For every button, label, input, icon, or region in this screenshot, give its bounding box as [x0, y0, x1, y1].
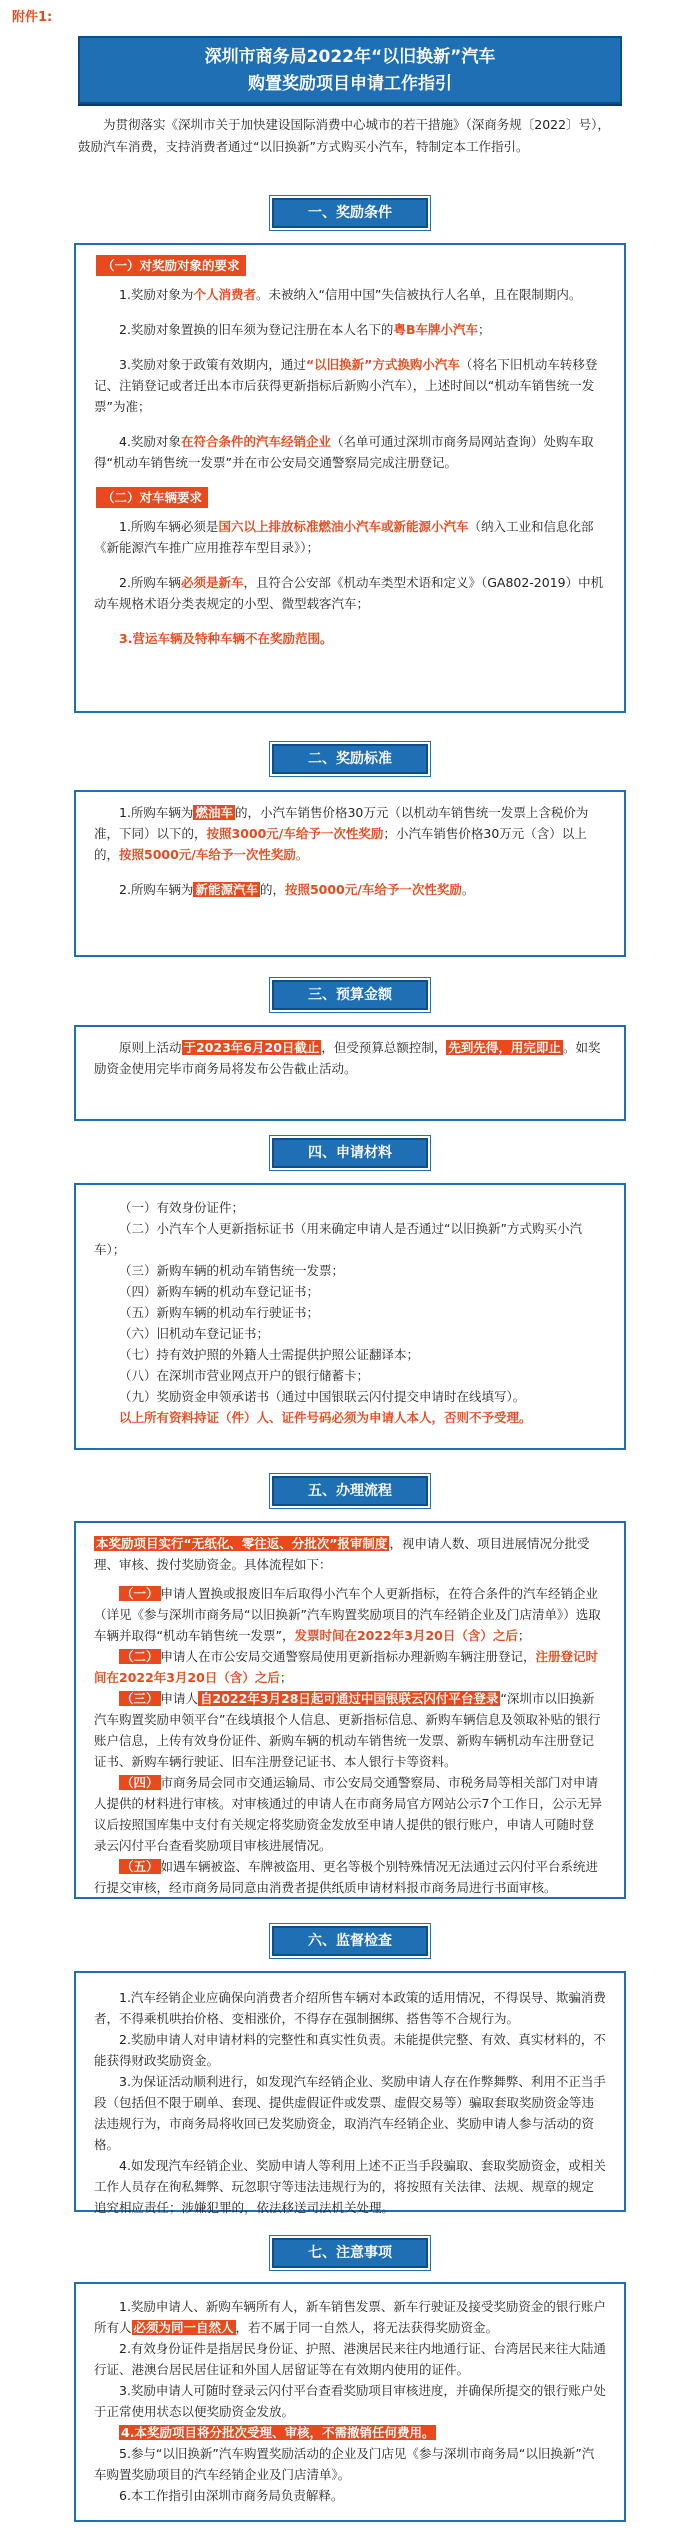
title-line-2: 购置奖励项目申请工作指引: [248, 74, 452, 94]
section-heading-supervision: 六、监督检查: [272, 1926, 428, 1956]
intro-paragraph: 为贯彻落实《深圳市关于加快建设国际消费中心城市的若干措施》（深商务规〔2022〕号），鼓励汽车消费，支持消费者通过“以旧换新”方式购买小汽车，特制定本工作指引。: [78, 117, 610, 154]
attachment-label: 附件1:: [12, 10, 53, 25]
paragraph: 3.奖励对象于政策有效期内，通过“以旧换新”方式换购小汽车（将名下旧机动车转移登记、注销登记或者迁出本市后获得更新指标后新购小汽车），上述时间以“机动车销售统一发票”为准；: [94, 357, 598, 414]
list-item: （三）新购车辆的机动车销售统一发票；: [119, 1263, 345, 1278]
section-heading-notes: 七、注意事项: [272, 2238, 428, 2268]
section-box-award-standard: [74, 790, 626, 957]
section-heading-process: 五、办理流程: [272, 1476, 428, 1506]
process-step: （二） 申请人在市公安局交通警察局使用更新指标办理新购车辆注册登记，注册登记时间在2022年3月20日（含）之后；: [94, 1649, 599, 1685]
list-item: 3.奖励申请人可随时登录云闪付平台查看奖励项目审核进度，并确保所提交的银行账户处于正常使用状态以便奖励资金发放。: [94, 2383, 606, 2419]
list-item: （七）持有效护照的外籍人士需提供护照公证翻译本；: [119, 1347, 420, 1362]
paragraph: 1.奖励对象为个人消费者。未被纳入“信用中国”失信被执行人名单，且在限制期内。: [119, 287, 582, 302]
section-heading-budget: 三、预算金额: [272, 980, 428, 1010]
paragraph: 1.所购车辆必须是国六以上排放标准燃油小汽车或新能源小汽车（纳入工业和信息化部《新能源汽车推广应用推荐车型目录》）；: [94, 519, 594, 555]
section-heading-award-conditions: 一、奖励条件: [272, 198, 428, 228]
list-item: （六）旧机动车登记证书；: [119, 1326, 270, 1341]
list-item: （九）奖励资金申领承诺书（通过中国银联云闪付提交申请时在线填写）。: [119, 1389, 526, 1404]
process-step: （四） 市商务局会同市交通运输局、市公安局交通警察局、市税务局等相关部门对申请人提供的材料进行审核。对审核通过的申请人在市商务局官方网站公示7个工作日，公示无异议后按照国库集中支付有关规定将奖励资金发放至申请人提供的银行账户，申请人可随时登录云闪付平台查看奖励项目审核进展情况。: [94, 1775, 602, 1853]
process-step: （五） 如遇车辆被盗、车牌被盗用、更名等极个别特殊情况无法通过云闪付平台系统进行提交审核，经市商务局同意由消费者提供纸质申请材料报市商务局进行书面审核。: [94, 1859, 599, 1895]
section-box-budget: [74, 1025, 626, 1121]
paragraph: 3.营运车辆及特种车辆不在奖励范围。: [119, 631, 333, 646]
paragraph: 4.奖励对象在符合条件的汽车经销企业（名单可通过深圳市商务局网站查询）处购车取得“机动车销售统一发票”并在市公安局交通警察局完成注册登记。: [94, 434, 594, 470]
list-item: （八）在深圳市营业网点开户的银行储蓄卡；: [119, 1368, 370, 1383]
subheading: （二）对车辆要求: [96, 487, 208, 508]
section-box-process: [74, 1521, 626, 1899]
list-item: 1.汽车经销企业应确保向消费者介绍所售车辆对本政策的适用情况，不得误导、欺骗消费者，不得乘机哄抬价格、变相涨价，不得存在强制捆绑、搭售等不合规行为。: [94, 1990, 606, 2026]
list-item: 6.本工作指引由深圳市商务局负责解释。: [119, 2488, 344, 2503]
paragraph: 2.所购车辆必须是新车，且符合公安部《机动车类型术语和定义》（GA802-2019）中机动车规格术语分类表规定的小型、微型载客汽车；: [94, 575, 604, 611]
paragraph: 2.所购车辆为 新能源汽车 的，按照5000元/车给予一次性奖励。: [119, 882, 475, 897]
process-step: （一） 申请人置换或报废旧车后取得小汽车个人更新指标，在符合条件的汽车经销企业（详见《参与深圳市商务局“以旧换新”汽车购置奖励项目的汽车经销企业及门店清单》）选取车辆并取得“机动车销售统一发票”，发票时间在2022年3月20日（含）之后；: [94, 1586, 601, 1643]
list-item: 4.本奖励项目将分批次受理、审核，不需撤销任何费用。: [121, 2425, 435, 2440]
title-line-1: 深圳市商务局2022年“以旧换新”汽车: [204, 47, 496, 67]
paragraph: 本奖励项目实行“无纸化、零往返、分批次”报审制度 ，视申请人数、项目进展情况分批受理、审核、拨付奖励资金。具体流程如下：: [94, 1536, 590, 1572]
document-title: [78, 36, 622, 104]
paragraph: 2.奖励对象置换的旧车须为登记注册在本人名下的粤B车牌小汽车；: [119, 322, 491, 337]
process-step: （三） 申请人 自2022年3月28日起可通过中国银联云闪付平台登录 “深圳市以旧换新汽车购置奖励申领平台”在线填报个人信息、更新指标信息、新购车辆信息及领取补贴的银行账户信息，上传有效身份证件、新购车辆的机动车销售统一发票、新购车辆机动车注册登记证书、新购车辆行驶证、旧车注册登记证书、本人银行卡等资料。: [94, 1691, 601, 1769]
paragraph: 1.所购车辆为 燃油车 的，小汽车销售价格30万元（以机动车销售统一发票上含税价为准，下同）以下的，按照3000元/车给予一次性奖励；小汽车销售价格30万元（含）以上的，按照5000元/车给予一次性奖励。: [94, 805, 589, 862]
section-box-award-conditions: [74, 243, 626, 713]
list-item: 1.奖励申请人、新购车辆所有人，新车销售发票、新车行驶证及接受奖励资金的银行账户所有人 必须为同一自然人 ，若不属于同一自然人，将无法获得奖励资金。: [94, 2299, 606, 2335]
list-item: （五）新购车辆的机动车行驶证书；: [119, 1305, 320, 1320]
section-box-supervision: [74, 1971, 626, 2215]
paragraph: 原则上活动 于2023年6月20日截止 ，但受预算总额控制， 先到先得，用完即止 。如奖励资金使用完毕市商务局将发布公告截止活动。: [94, 1040, 601, 1076]
list-item: 2.奖励申请人对申请材料的完整性和真实性负责。未能提供完整、有效、真实材料的，不能获得财政奖励资金。: [94, 2032, 606, 2068]
list-item: 3.为保证活动顺利进行，如发现汽车经销企业、奖励申请人存在作弊舞弊、利用不正当手段（包括但不限于刷单、套现、提供虚假证件或发票、虚假交易等）骗取套取奖励资金等违法违规行为，市商务局将收回已发奖励资金，取消汽车经销企业、奖励申请人参与活动的资格。: [94, 2074, 606, 2152]
list-item: （四）新购车辆的机动车登记证书；: [119, 1284, 320, 1299]
section-heading-award-standard: 二、奖励标准: [272, 744, 428, 774]
list-item: （二）小汽车个人更新指标证书（用来确定申请人是否通过“以旧换新”方式购买小汽车）；: [94, 1221, 582, 1257]
section-heading-materials: 四、申请材料: [272, 1138, 428, 1168]
list-item: 5.参与“以旧换新”汽车购置奖励活动的企业及门店见《参与深圳市商务局“以旧换新”汽车购置奖励项目的汽车经销企业及门店清单》。: [94, 2446, 595, 2482]
list-item: （一）有效身份证件；: [119, 1200, 245, 1215]
list-item: 4.如发现汽车经销企业、奖励申请人等利用上述不正当手段骗取、套取奖励资金，或相关工作人员存在徇私舞弊、玩忽职守等违法违规行为的，将按照有关法律、法规、规章的规定追究相应责任；涉嫌犯罪的，依法移送司法机关处理。: [94, 2158, 606, 2215]
section-box-notes: [74, 2282, 626, 2522]
materials-note: 以上所有资料持证（件）人、证件号码必须为申请人本人，否则不予受理。: [119, 1410, 532, 1425]
subheading: （一）对奖励对象的要求: [96, 255, 246, 276]
section-box-materials: [74, 1183, 626, 1450]
list-item: 2.有效身份证件是指居民身份证、护照、港澳居民来往内地通行证、台湾居民来往大陆通行证、港澳台居民居住证和外国人居留证等在有效期内使用的证件。: [94, 2341, 606, 2377]
